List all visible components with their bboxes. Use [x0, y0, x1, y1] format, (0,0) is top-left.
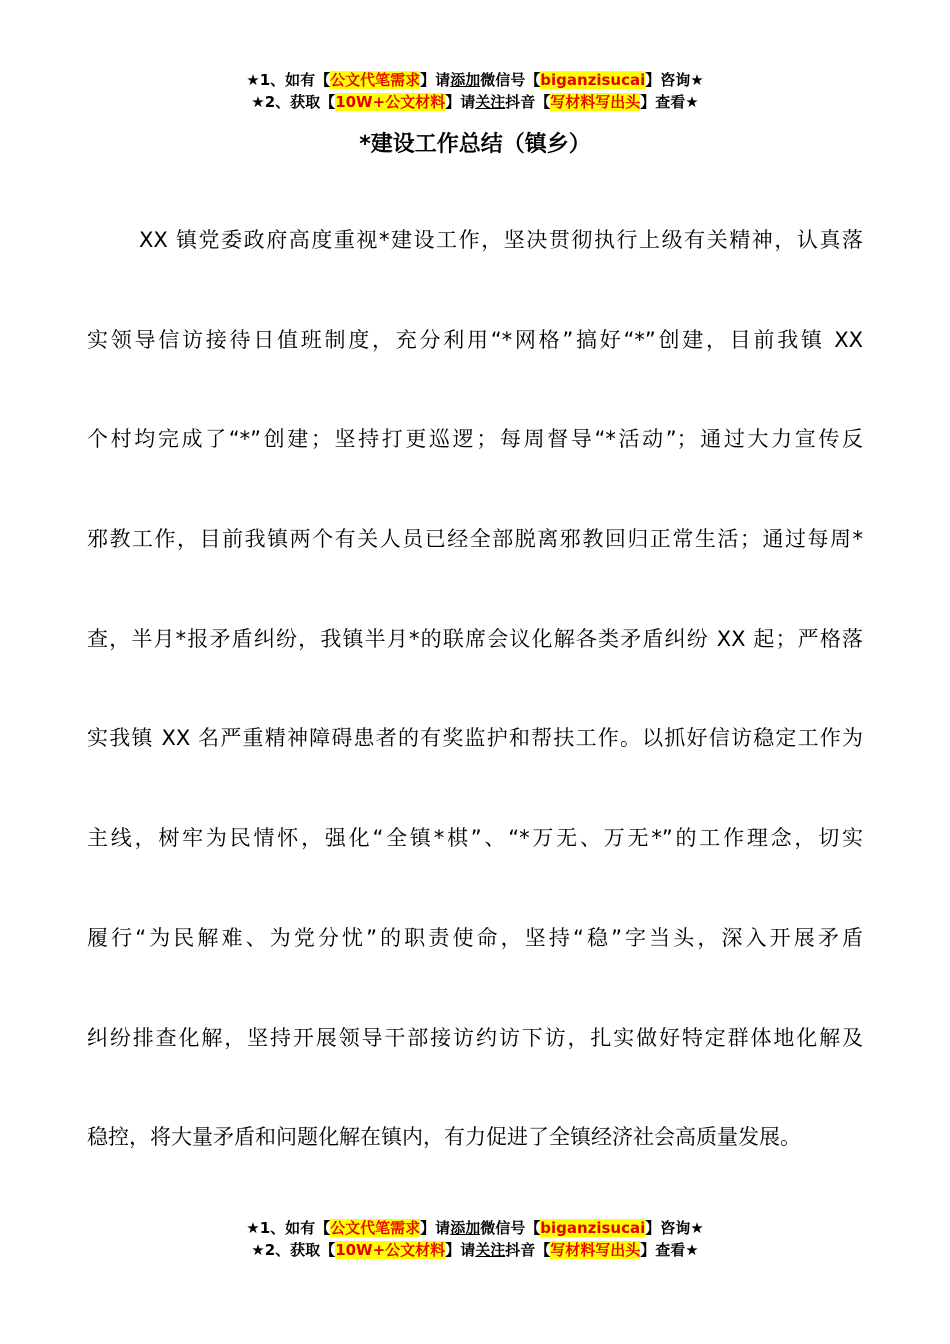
header-promo-line-1: ★1、如有【公文代笔需求】请添加微信号【biganzisucai】咨询★	[246, 71, 704, 89]
document-body	[87, 222, 863, 1219]
body-line: 纠纷排查化解，坚持开展领导干部接访约访下访，扎实做好特定群体地化解及	[87, 1025, 863, 1050]
body-line: 实我镇 XX 名严重精神障碍患者的有奖监护和帮扶工作。以抓好信访稳定工作为	[87, 726, 863, 751]
highlight-materials: 10W+公文材料	[335, 1241, 446, 1259]
body-line: 邪教工作，目前我镇两个有关人员已经全部脱离邪教回归正常生活；通过每周*	[87, 527, 863, 552]
highlight-douyin-account: 写材料写出头	[550, 93, 641, 111]
highlight-ghostwriting: 公文代笔需求	[330, 1219, 421, 1237]
footer-promo-line-2: ★2、获取【10W+公文材料】请关注抖音【写材料写出头】查看★	[251, 1241, 699, 1259]
highlight-ghostwriting: 公文代笔需求	[330, 71, 421, 89]
footer-banner	[0, 1217, 950, 1261]
body-line: 查，半月*报矛盾纠纷，我镇半月*的联席会议化解各类矛盾纠纷 XX 起；严格落	[87, 626, 863, 651]
body-line: 履行“为民解难、为党分忧”的职责使命，坚持“稳”字当头，深入开展矛盾	[87, 925, 863, 950]
body-line: 主线，树牢为民情怀，强化“全镇*棋”、“*万无、万无*”的工作理念，切实	[87, 826, 863, 851]
body-line: 实领导信访接待日值班制度，充分利用“*网格”搞好“*”创建，目前我镇 XX	[87, 327, 863, 352]
highlight-wechat-id: biganzisucai	[540, 1219, 646, 1237]
footer-promo-line-1: ★1、如有【公文代笔需求】请添加微信号【biganzisucai】咨询★	[246, 1219, 704, 1237]
body-line: 稳控，将大量矛盾和问题化解在镇内，有力促进了全镇经济社会高质量发展。	[87, 1125, 801, 1150]
body-line: XX 镇党委政府高度重视*建设工作，坚决贯彻执行上级有关精神，认真落	[139, 228, 863, 252]
highlight-materials: 10W+公文材料	[335, 93, 446, 111]
highlight-wechat-id: biganzisucai	[540, 71, 646, 89]
body-line: 个村均完成了“*”创建；坚持打更巡逻；每周督导“*活动”；通过大力宣传反	[87, 427, 863, 452]
header-promo-line-2: ★2、获取【10W+公文材料】请关注抖音【写材料写出头】查看★	[251, 93, 699, 111]
header-banner	[0, 69, 950, 113]
highlight-douyin-account: 写材料写出头	[550, 1241, 641, 1259]
document-title: *建设工作总结（镇乡）	[359, 132, 591, 157]
